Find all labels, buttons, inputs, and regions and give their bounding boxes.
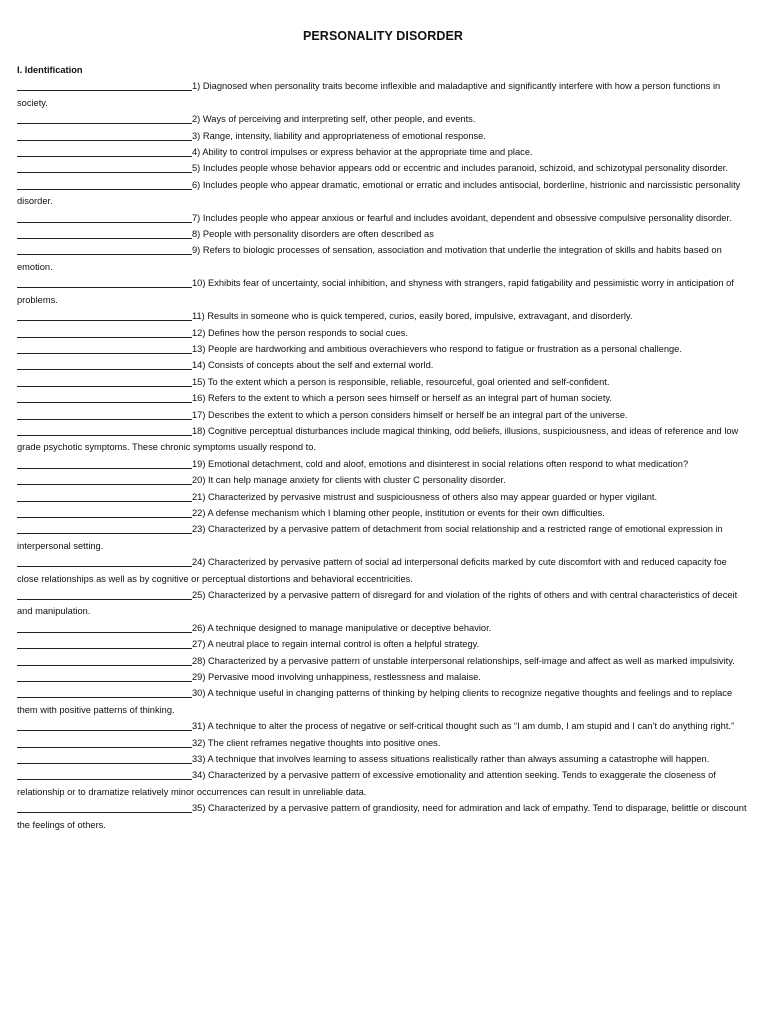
question-item: [17, 242, 749, 275]
answer-blank[interactable]: [17, 769, 192, 780]
question-text: A technique useful in changing patterns of thinking by helping clients to recognize negative thoughts and feelings and to replace them with positive patterns of thinking.: [17, 688, 733, 715]
answer-blank[interactable]: [17, 589, 192, 600]
question-number: 30): [192, 688, 206, 699]
section-heading: I. Identification: [17, 65, 83, 75]
question-number: 1): [192, 81, 201, 92]
question-text: Emotional detachment, cold and aloof, emotions and disinterest in social relations often respond to what medication?: [208, 458, 689, 469]
answer-blank[interactable]: [17, 737, 192, 748]
question-number: 11): [192, 311, 205, 322]
question-number: 8): [192, 229, 201, 240]
question-text: People with personality disorders are often described as: [202, 229, 434, 240]
question-text: A technique that involves learning to assess situations realistically rather than always assuming a catastrophe will happen.: [207, 754, 710, 765]
answer-blank[interactable]: [17, 638, 192, 649]
question-number: 23): [192, 524, 206, 535]
question-number: 28): [192, 655, 206, 666]
answer-blank[interactable]: [17, 179, 192, 190]
question-number: 18): [192, 425, 206, 436]
answer-blank[interactable]: [17, 655, 192, 666]
answer-blank[interactable]: [17, 671, 192, 682]
question-item: [17, 325, 749, 341]
question-item: [17, 341, 749, 357]
answer-blank[interactable]: [17, 458, 192, 469]
question-item: [17, 78, 749, 111]
question-number: 14): [192, 360, 206, 371]
question-text: It can help manage anxiety for clients with cluster C personality disorder.: [208, 475, 506, 486]
question-item: [17, 407, 749, 423]
question-item: [17, 177, 749, 210]
answer-blank[interactable]: [17, 425, 192, 436]
question-item: [17, 308, 749, 324]
question-text: Refers to the extent to which a person sees himself or herself as an integral part of human society.: [208, 393, 612, 404]
question-number: 4): [192, 147, 201, 158]
question-item: [17, 374, 749, 390]
question-number: 10): [192, 278, 206, 289]
question-number: 5): [192, 163, 201, 174]
question-number: 35): [192, 803, 206, 814]
question-text: Characterized by a pervasive pattern of unstable interpersonal relationships, self-image and affect as well as marked impulsivity.: [208, 655, 735, 666]
question-text: Characterized by a pervasive pattern of disregard for and violation of the rights of others and with central characteristics of deceit and manipulation.: [17, 590, 738, 617]
question-text: Cognitive perceptual disturbances include magical thinking, odd beliefs, illusions, suspiciousness, and ideas of reference and low grade psychotic symptoms. These chronic symptoms usually respond to.: [17, 425, 739, 453]
question-text: Pervasive mood involving unhappiness, restlessness and malaise.: [208, 672, 481, 683]
question-text: Diagnosed when personality traits become inflexible and maladaptive and significantly interfere with how a person functions in society.: [17, 81, 721, 108]
answer-blank[interactable]: [17, 327, 192, 338]
question-item: [17, 210, 749, 226]
question-text: Describes the extent to which a person considers himself or herself be an integral part of the universe.: [208, 409, 628, 420]
question-text: Includes people whose behavior appears odd or eccentric and includes paranoid, schizoid, and schizotypal personality disorder.: [202, 163, 728, 174]
question-number: 19): [192, 458, 206, 469]
answer-blank[interactable]: [17, 310, 192, 321]
question-number: 17): [192, 409, 206, 420]
question-item: [17, 800, 749, 833]
question-item: [17, 636, 749, 652]
answer-blank[interactable]: [17, 753, 192, 764]
question-item: [17, 160, 749, 176]
question-item: [17, 390, 749, 406]
question-item: [17, 751, 749, 767]
question-text: A technique to alter the process of negative or self-critical thought such as “I am dumb, I am stupid and I can’t do anything right.”: [207, 721, 735, 732]
answer-blank[interactable]: [17, 376, 192, 387]
answer-blank[interactable]: [17, 80, 192, 91]
worksheet-page: [17, 29, 749, 833]
answer-blank[interactable]: [17, 720, 192, 731]
question-text: Includes people who appear anxious or fearful and includes avoidant, dependent and obsessive compulsive personality disorder.: [202, 212, 732, 223]
question-text: A neutral place to regain internal control is often a helpful strategy.: [207, 639, 480, 650]
question-number: 29): [192, 672, 206, 683]
question-item: [17, 767, 749, 800]
question-text: Defines how the person responds to social cues.: [208, 327, 409, 338]
answer-blank[interactable]: [17, 507, 192, 518]
question-item: [17, 111, 749, 127]
answer-blank[interactable]: [17, 277, 192, 288]
answer-blank[interactable]: [17, 130, 192, 141]
question-item: [17, 505, 749, 521]
question-item: [17, 521, 749, 554]
answer-blank[interactable]: [17, 228, 192, 239]
question-item: [17, 472, 749, 488]
question-item: [17, 128, 749, 144]
question-item: [17, 456, 749, 472]
answer-blank[interactable]: [17, 162, 192, 173]
question-text: Includes people who appear dramatic, emotional or erratic and includes antisocial, borderline, histrionic and narcissistic personality disorder.: [17, 179, 741, 207]
question-item: [17, 489, 749, 505]
question-item: [17, 653, 749, 669]
question-text: The client reframes negative thoughts into positive ones.: [207, 737, 441, 748]
answer-blank[interactable]: [17, 343, 192, 354]
question-text: People are hardworking and ambitious overachievers who respond to fatigue or frustration as a personal challenge.: [208, 343, 682, 354]
question-number: 20): [192, 475, 206, 486]
question-text: Refers to biologic processes of sensation, association and motivation that underlie the integration of skills and habits based on emotion.: [17, 245, 722, 272]
question-item: [17, 718, 749, 734]
question-number: 27): [192, 639, 206, 650]
answer-blank[interactable]: [17, 802, 192, 813]
question-number: 13): [192, 343, 206, 354]
question-item: [17, 275, 749, 308]
page-title: PERSONALITY DISORDER: [302, 29, 464, 43]
question-number: 7): [192, 212, 201, 223]
question-number: 6): [192, 179, 201, 190]
question-text: Characterized by a pervasive pattern of excessive emotionality and attention seeking. Tends to exaggerate the closeness of relationship or to dramatize relatively minor occurrences can result in unreliable data.: [17, 770, 716, 797]
answer-blank[interactable]: [17, 622, 192, 633]
question-text: Characterized by pervasive mistrust and suspiciousness of others also may appear guarded or hyper vigilant.: [208, 491, 658, 502]
question-text: Ability to control impulses or express behavior at the appropriate time and place.: [202, 147, 533, 158]
answer-blank[interactable]: [17, 474, 192, 485]
question-text: To the extent which a person is responsible, reliable, resourceful, goal oriented and self-confident.: [207, 376, 610, 387]
answer-blank[interactable]: [17, 392, 192, 403]
answer-blank[interactable]: [17, 359, 192, 370]
question-number: 25): [192, 590, 206, 600]
answer-blank[interactable]: [17, 212, 192, 223]
question-text: A technique designed to manage manipulative or deceptive behavior.: [207, 622, 492, 633]
question-item: [17, 144, 749, 160]
question-item: [17, 226, 749, 242]
question-number: 34): [192, 770, 206, 781]
question-item: [17, 685, 749, 718]
question-item: [17, 587, 749, 620]
question-number: 22): [192, 507, 206, 518]
answer-blank[interactable]: [17, 146, 192, 157]
answer-blank[interactable]: [17, 687, 192, 698]
question-number: 33): [192, 754, 206, 765]
question-text: Exhibits fear of uncertainty, social inhibition, and shyness with strangers, rapid fatigability and pessimistic worry in anticipation of problems.: [17, 278, 734, 305]
question-text: Characterized by pervasive pattern of social ad interpersonal deficits marked by cute discomfort with and reduced capacity foe close relationships as well as by cognitive or perceptual distortions and behavioral eccentricities.: [17, 557, 727, 584]
question-item: [17, 357, 749, 373]
question-number: 31): [192, 721, 206, 732]
question-number: 15): [192, 376, 206, 387]
question-text: Characterized by a pervasive pattern of detachment from social relationship and a restricted range of emotional expression in interpersonal setting.: [17, 524, 723, 551]
question-number: 21): [192, 491, 206, 502]
question-item: [17, 554, 749, 587]
question-number: 12): [192, 327, 206, 338]
answer-blank[interactable]: [17, 409, 192, 420]
answer-blank[interactable]: [17, 244, 192, 255]
question-text: Ways of perceiving and interpreting self, other people, and events.: [202, 114, 476, 125]
question-item: [17, 620, 749, 636]
answer-blank[interactable]: [17, 523, 192, 534]
question-item: [17, 669, 749, 685]
question-number: 24): [192, 557, 206, 568]
question-text: Range, intensity, liability and appropriateness of emotional response.: [202, 130, 486, 141]
question-text: A defense mechanism which I blaming other people, institution or events for their own difficulties.: [207, 507, 605, 518]
question-text: Characterized by a pervasive pattern of grandiosity, need for admiration and lack of empathy. Tend to disparage, belittle or discount the feelings of others.: [17, 803, 747, 830]
question-list: [17, 78, 749, 833]
question-item: [17, 735, 749, 751]
question-item: [17, 423, 749, 456]
question-text: Results in someone who is quick tempered, curios, easily bored, impulsive, extravagant, and disorderly.: [207, 311, 633, 322]
answer-blank[interactable]: [17, 491, 192, 502]
question-text: Consists of concepts about the self and external world.: [208, 360, 434, 371]
question-number: 3): [192, 130, 201, 141]
question-number: 9): [192, 245, 201, 256]
answer-blank[interactable]: [17, 113, 192, 124]
question-number: 2): [192, 114, 201, 125]
answer-blank[interactable]: [17, 556, 192, 567]
question-number: 26): [192, 622, 206, 633]
question-number: 32): [192, 737, 206, 748]
question-number: 16): [192, 393, 206, 404]
